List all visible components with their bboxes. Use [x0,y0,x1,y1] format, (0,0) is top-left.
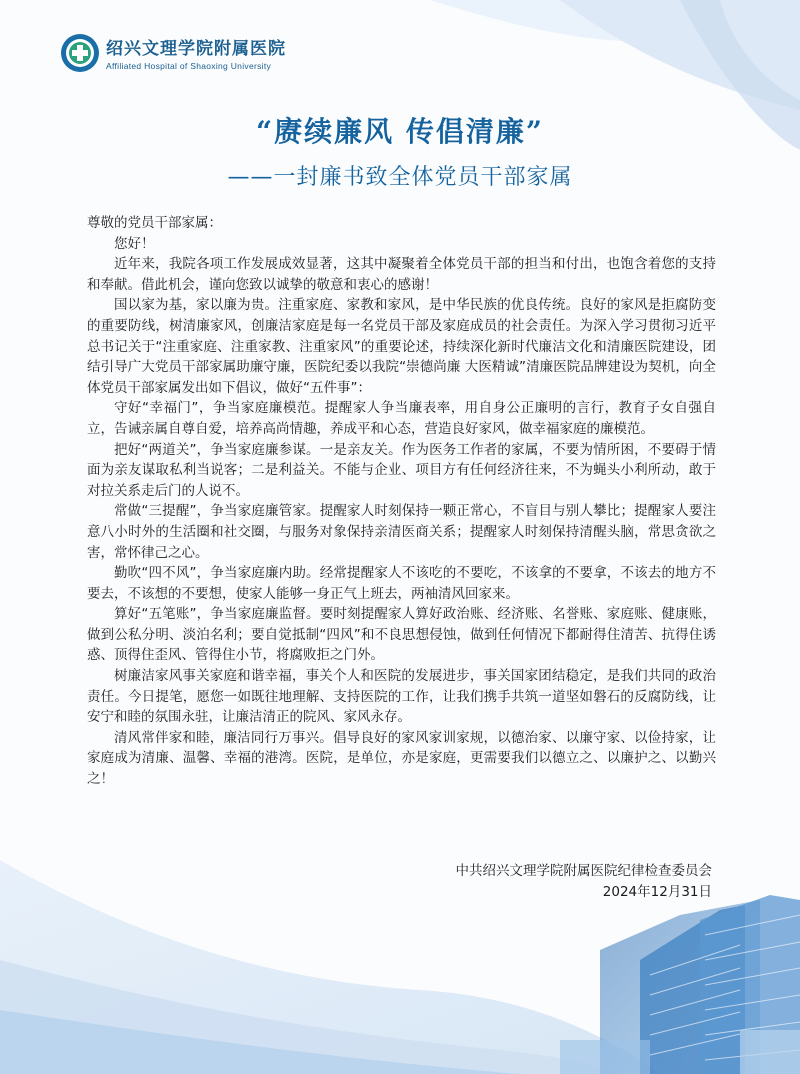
letter-paragraph: 把好“两道关”，争当家庭廉参谋。一是亲友关。作为医务工作者的家属，不要为情所困，不要碍于情面为亲友谋取私利当说客；二是利益关。不能与企业、项目方有任何经济往来，不为蝇头小利所动，敢于对拉关系走后门的人说不。 [87,441,716,499]
letter-paragraph: 勤吹“四不风”，争当家庭廉内助。经常提醒家人不该吃的不要吃，不该拿的不要拿，不该去的地方不要去，不该想的不要想，使家人能够一身正气上班去，两袖清风回家来。 [87,565,716,602]
letter-paragraph: 近年来，我院各项工作发展成效显著，这其中凝聚着全体党员干部的担当和付出，也饱含着您的支持和奉献。借此机会，谨向您致以诚挚的敬意和衷心的感谢！ [87,256,716,293]
signature-org: 中共绍兴文理学院附属医院纪律检查委员会 [455,863,712,879]
hospital-emblem-icon [60,33,100,73]
letter-paragraph: 清风常伴家和睦，廉洁同行万事兴。倡导良好的家风家训家规，以德治家、以廉守家、以俭持家，让家庭成为清廉、温馨、幸福的港湾。医院，是单位，亦是家庭，更需要我们以德立之、以廉护之、以勤兴之！ [87,729,716,788]
logo-name-en: Affiliated Hospital of Shaoxing University [106,61,272,71]
letter-paragraph: 国以家为基，家以廉为贵。注重家庭、家教和家风，是中华民族的优良传统。良好的家风是拒腐防变的重要防线，树清廉家风，创廉洁家庭是每一名党员干部及家庭成员的社会责任。为深入学习贯彻习近平总书记关于“注重家庭、注重家教、注重家风”的重要论述，持续深化新时代廉洁文化和清廉医院建设，团结引导广大党员干部家属助廉守廉，医院纪委以我院“崇德尚廉 大医精诚”清廉医院品牌建设为契机，向全体党员干部家属发出如下倡议，做好“五件事”： [87,297,716,396]
letter-salutation: 尊敬的党员干部家属： [87,215,222,231]
letter-paragraph: 算好“五笔账”，争当家庭廉监督。要时刻提醒家人算好政治账、经济账、名誉账、家庭账、健康账，做到公私分明、淡泊名利；要自觉抵制“四风”和不良思想侵蚀，做到任何情况下都耐得住清苦、抗得住诱惑、顶得住歪风、管得住小节，将腐败拒之门外。 [87,606,716,664]
hospital-building-illustration [560,895,800,1074]
page-subtitle: ——一封廉书致全体党员干部家属 [227,165,573,190]
signature-date: 2024年12月31日 [602,883,712,900]
letter-body [87,213,716,790]
letter-paragraph: 树廉洁家风事关家庭和谐幸福，事关个人和医院的发展进步，事关国家团结稳定，是我们共同的政治责任。今日提笔，愿您一如既往地理解、支持医院的工作，让我们携手共筑一道坚如磐石的反腐防线，让安宁和睦的氛围永驻，让廉洁清正的院风、家风永存。 [87,668,716,726]
letter-paragraph: 守好“幸福门”，争当家庭廉模范。提醒家人争当廉表率，用自身公正廉明的言行，教育子女自强自立，告诫亲属自尊自爱，培养高尚情趣，养成平和心态，营造良好家风，做幸福家庭的廉模范。 [87,400,716,437]
letter-paragraph: 您好！ [114,235,155,252]
page-title: “赓续廉风 传倡清廉” [256,115,544,148]
letter-paragraph: 常做“三提醒”，争当家庭廉管家。提醒家人时刻保持一颗正常心，不盲目与别人攀比；提醒家人要注意八小时外的生活圈和社交圈，与服务对象保持亲清医商关系；提醒家人时刻保持清醒头脑，常思贪欲之害，常怀律己之心。 [87,503,716,561]
logo-name-cn: 绍兴文理学院附属医院 [106,39,286,59]
signature-block [456,861,713,902]
